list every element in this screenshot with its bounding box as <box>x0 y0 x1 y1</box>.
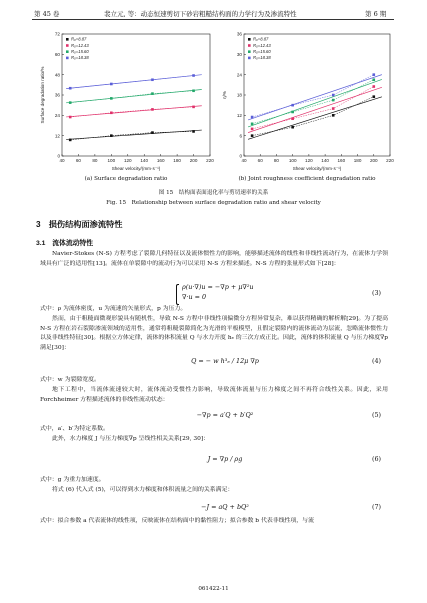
sub-caption-a: (a) Surface degradation ratio <box>84 176 168 182</box>
eq7-number: (7) <box>372 503 382 511</box>
legend-label: R₀=12.43 <box>253 42 271 48</box>
y-tick-label: 0 <box>239 153 242 159</box>
figure-caption-cn: 图 15 结构面表面退化率与剪切速率的关系 <box>158 190 269 196</box>
y-tick-label: 48 <box>54 72 60 78</box>
paragraph-6 <box>40 425 388 435</box>
x-tick-label: 40 <box>241 158 247 163</box>
x-tick-label: 40 <box>59 158 65 163</box>
x-tick-label: 120 <box>123 158 132 163</box>
x-tick-label: 160 <box>337 158 346 163</box>
x-tick-label: 220 <box>206 158 214 163</box>
legend-marker <box>248 38 251 41</box>
x-tick-label: 60 <box>257 158 263 163</box>
x-tick-label: 180 <box>353 158 362 163</box>
paragraph-5 <box>40 386 388 405</box>
paragraph-3 <box>40 315 388 353</box>
paragraph-1-text: Navier-Stokes (N-S) 方程考虑了裂隙几何特征以及流体惯性力的影响，能够描述流体的线性和非线性流动行为，在流体力学领域具有广泛的适用性[13]。流体在单裂隙中的流动行为可以采用 N-S 方程来描述。N-S 方程的张量形式如下[28]： <box>40 251 388 267</box>
header-rule <box>32 19 394 20</box>
x-axis-label: Shear velocity/(mm·s⁻¹) <box>111 166 161 171</box>
legend-label: R₀=8.87 <box>71 36 87 42</box>
legend-marker <box>248 44 251 47</box>
legend-marker <box>66 50 69 53</box>
paragraph-6-text: 式中，a′、b′为特定系数。 <box>40 426 109 432</box>
trend-line <box>66 89 202 102</box>
series-line <box>252 80 374 124</box>
data-point <box>332 94 335 97</box>
header-title: 裴立元, 等：动态恒速剪切下砂岩粗糙结构面的力学行为及渗流特性 <box>104 10 297 18</box>
legend-label: R₀=15.60 <box>71 49 89 54</box>
y-axis-label: Surface degradation ratio/% <box>40 66 45 124</box>
paragraph-3-text: 然而，由于粗糙面微观形貌具有随机性，导致 N-S 方程中非线性项偏微分方程异常复杂，难以获得精确的解析解[29]。为了提高 N-S 方程在岩石裂隙渗流领域的适用性，通常将粗糙裂隙简化为光滑的平板模型，且假定裂隙内的流体流动为层流，忽略流体惯性力以及非线性特征[30]。根据立方体定律，流体的体积流量 Q 与水力开度 hₑ 的三次方成正比。因此，流体的体积流量 Q 与压力梯度∇p 满足[30]： <box>40 316 388 351</box>
section-title: 3 损伤结构面渗流特性 <box>36 220 123 229</box>
legend-label: R₀=8.87 <box>253 36 269 42</box>
x-tick-label: 140 <box>140 158 149 163</box>
y-tick-label: 6 <box>239 133 242 139</box>
y-tick-label: 24 <box>54 112 60 118</box>
subsection-title: 3.1 流体流动特性 <box>36 240 94 247</box>
trend-line <box>66 106 202 117</box>
paragraph-1 <box>40 250 388 269</box>
paragraph-4 <box>40 376 388 386</box>
data-point <box>251 123 254 126</box>
eq4: Q = − w h³ₑ / 12μ ∇p <box>191 357 259 365</box>
page-number: 061422-11 <box>198 586 229 592</box>
x-tick-label: 100 <box>288 158 297 163</box>
paragraph-10 <box>40 517 388 527</box>
eq6: J = ∇p / ρg <box>207 455 243 463</box>
eq6-number: (6) <box>372 455 382 463</box>
data-point <box>291 126 294 129</box>
y-tick-label: 24 <box>236 72 242 78</box>
trend-line <box>248 75 382 120</box>
series-line <box>70 107 193 117</box>
eq7: −J = aQ + bQ² <box>201 503 249 511</box>
data-point <box>332 107 335 110</box>
legend-label: R₀=18.38 <box>253 55 271 61</box>
data-point <box>251 128 254 131</box>
chart-surface-degradation <box>36 28 216 178</box>
paragraph-9-text: 将式 (6) 代入式 (5)，可以得到水力梯度和体积流量之间的关系满足： <box>52 487 234 493</box>
legend-marker <box>66 57 69 60</box>
legend-marker <box>248 57 251 60</box>
trend-line <box>248 87 382 132</box>
trend-line <box>66 130 202 139</box>
paragraph-7-text: 此外，水力梯度 J 与压力梯度∇p 呈线性相关关系[29, 30]： <box>52 436 210 442</box>
data-point <box>332 114 335 117</box>
x-tick-label: 80 <box>92 158 98 163</box>
y-tick-label: 0 <box>57 153 60 159</box>
eq3-number: (3) <box>372 289 382 297</box>
paragraph-10-text: 式中：拟合参数 a 代表流体的线性项，反映流体在结构面中的黏性阻力；拟合参数 b 代表非线性项，与流 <box>40 518 314 524</box>
data-point <box>372 78 375 81</box>
x-tick-label: 140 <box>321 158 329 163</box>
eq5-number: (5) <box>372 411 382 419</box>
data-point <box>251 134 254 137</box>
paragraph-7 <box>40 435 388 445</box>
x-tick-label: 120 <box>305 158 313 163</box>
paragraph-8 <box>40 476 388 486</box>
figure-caption-en: Fig. 15 Relationship between surface degradation ratio and shear velocity <box>106 200 321 206</box>
x-tick-label: 180 <box>173 158 181 163</box>
series-line <box>252 87 374 129</box>
x-tick-label: 200 <box>189 158 198 163</box>
x-tick-label: 60 <box>75 158 82 163</box>
y-tick-label: 12 <box>54 133 60 139</box>
y-tick-label: 60 <box>54 51 60 57</box>
header-issue: 第 6 期 <box>365 10 387 18</box>
y-tick-label: 18 <box>236 92 242 98</box>
x-tick-label: 200 <box>369 158 378 163</box>
paragraph-2 <box>40 305 388 315</box>
y-tick-label: 12 <box>236 112 242 118</box>
paragraph-2-text: 式中：ρ 为流体密度，u 为流速的矢量形式，p 为压力。 <box>40 306 187 312</box>
eq3-brace <box>176 284 179 305</box>
eq3-line1: ρ(u·∇)u = −∇p + μ∇²u <box>182 283 254 291</box>
x-tick-label: 220 <box>386 158 394 163</box>
legend-marker <box>66 38 69 41</box>
data-point <box>192 89 195 92</box>
x-tick-label: 100 <box>107 158 116 163</box>
header-volume: 第 45 卷 <box>34 10 60 18</box>
eq5: −∇p = a′Q + b′Q² <box>196 411 254 419</box>
trend-line <box>66 75 202 89</box>
x-axis-label: Shear velocity/(mm·s⁻¹) <box>292 166 342 171</box>
data-point <box>372 85 375 88</box>
eq4-number: (4) <box>372 357 382 365</box>
x-tick-label: 160 <box>156 158 165 163</box>
series-line <box>252 97 374 136</box>
y-tick-label: 36 <box>236 31 242 37</box>
legend-marker <box>248 50 251 53</box>
legend-marker <box>66 44 69 47</box>
paragraph-9 <box>40 486 388 496</box>
data-point <box>372 73 375 76</box>
paragraph-8-text: 式中：g 为重力加速度。 <box>40 477 105 483</box>
legend-label: R₀=15.60 <box>253 49 271 54</box>
data-point <box>332 99 335 102</box>
paragraph-4-text: 式中：w 为裂隙宽度。 <box>40 377 100 383</box>
series-line <box>70 131 193 139</box>
legend-label: R₀=18.38 <box>71 55 89 61</box>
y-axis-label: η/% <box>222 91 227 99</box>
eq3-line2: ∇·u = 0 <box>182 293 207 301</box>
data-point <box>372 95 375 98</box>
chart-jrc-degradation <box>218 28 396 178</box>
x-tick-label: 80 <box>273 158 280 163</box>
y-tick-label: 30 <box>236 51 242 57</box>
legend-label: R₀=12.43 <box>71 42 89 48</box>
paragraph-5-text: 地下工程中，当流体流速较大时，流体流动受惯性力影响，导致流体流量与压力梯度之间不再符合线性关系。因此，采用 Forchheimer 方程描述流体的非线性流动状态： <box>40 387 388 403</box>
y-tick-label: 72 <box>54 31 60 37</box>
sub-caption-b: (b) Joint roughness coefficient degradation ratio <box>238 176 376 182</box>
y-tick-label: 36 <box>54 92 60 98</box>
